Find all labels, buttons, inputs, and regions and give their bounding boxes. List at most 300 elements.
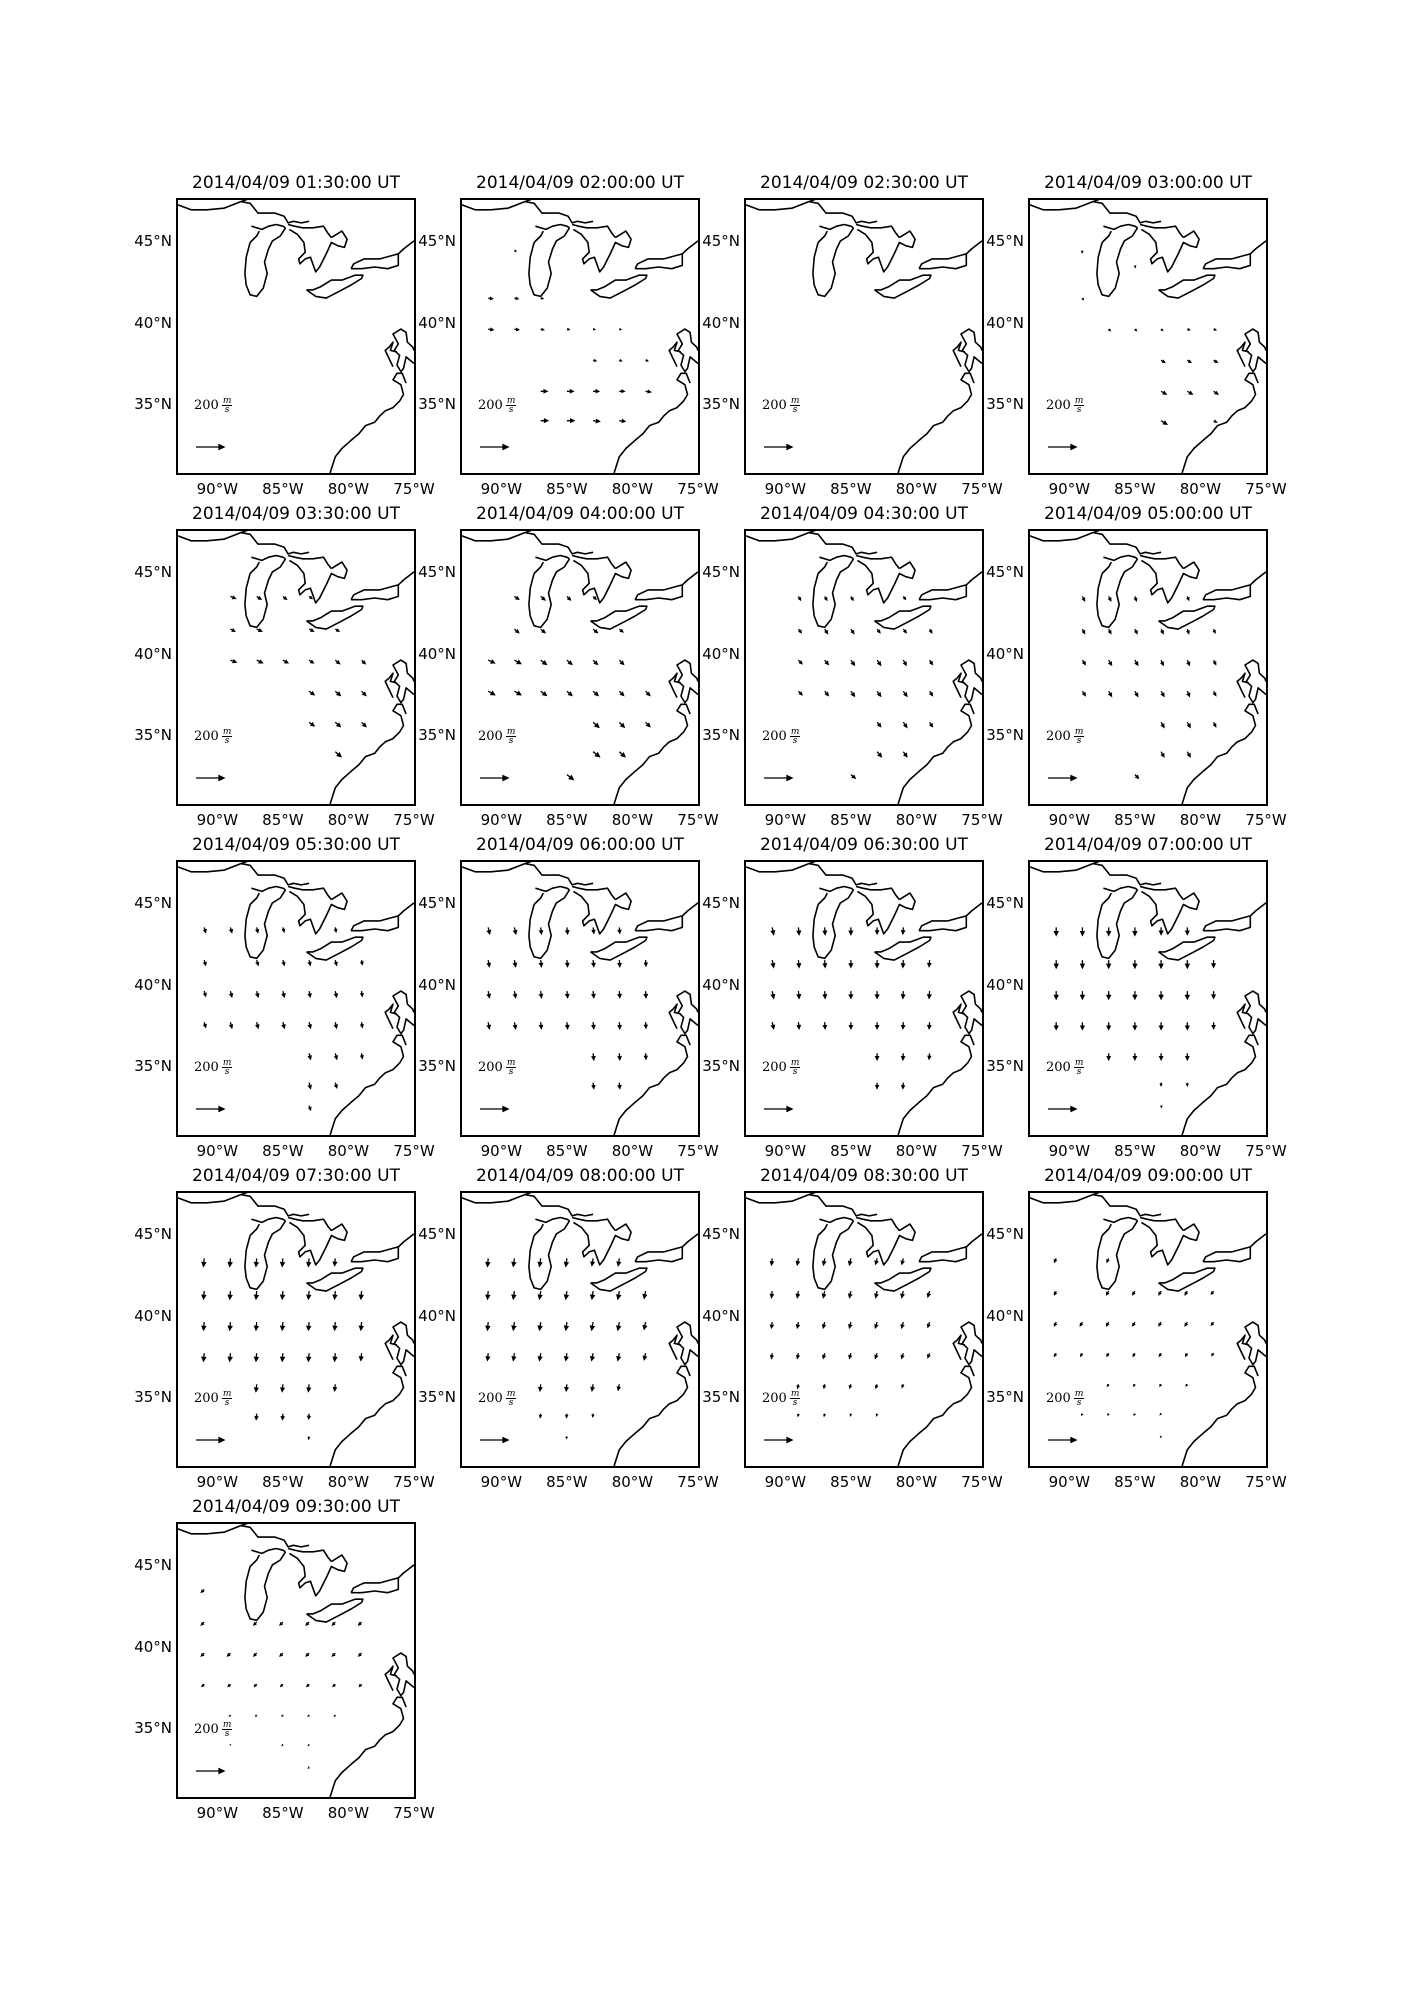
- wind-arrow: [540, 960, 543, 966]
- scale-value: 200: [1046, 398, 1071, 413]
- lon-tick-label: 75°W: [393, 480, 435, 498]
- wind-arrow: [335, 1083, 337, 1088]
- wind-arrow: [360, 1291, 363, 1299]
- wind-arrow: [796, 1258, 799, 1264]
- coastline: [875, 606, 931, 629]
- scale-key-arrow: [196, 1438, 224, 1443]
- coastline: [856, 1218, 899, 1231]
- coastline: [1103, 225, 1137, 230]
- wind-arrow: [825, 691, 829, 695]
- wind-arrow: [566, 991, 569, 997]
- lat-tick-label: 45°N: [134, 1555, 172, 1574]
- wind-arrow: [309, 629, 313, 631]
- scale-unit: [222, 397, 233, 414]
- wind-arrow: [798, 629, 801, 633]
- lat-tick-label: 45°N: [986, 562, 1024, 581]
- panel-title: 2014/04/09 04:30:00 UT: [760, 504, 968, 524]
- wind-arrow: [359, 1653, 362, 1656]
- coastline: [1182, 1366, 1258, 1466]
- coastline: [251, 1218, 285, 1223]
- coastline: [898, 704, 974, 804]
- lon-tick-label: 80°W: [895, 480, 938, 498]
- wind-arrow: [618, 1053, 621, 1059]
- wind-arrow: [849, 1322, 852, 1328]
- coastline: [818, 562, 827, 573]
- map-frame: [744, 198, 984, 475]
- wind-arrow: [1185, 1291, 1187, 1295]
- scale-unit-num: m: [222, 396, 232, 406]
- wind-arrow: [643, 1291, 646, 1298]
- lat-tick-label: 40°N: [702, 644, 740, 663]
- wind-arrow: [541, 691, 547, 695]
- scale-unit-den: s: [792, 1398, 798, 1408]
- coastline: [1102, 1224, 1111, 1235]
- scale-unit: [222, 1390, 233, 1407]
- wind-arrow: [204, 991, 206, 996]
- wind-arrow: [876, 927, 879, 933]
- wind-arrow: [257, 629, 262, 631]
- wind-arrow: [619, 629, 623, 632]
- lat-tick-label: 35°N: [702, 1388, 740, 1407]
- lon-tick-label: 80°W: [611, 480, 654, 498]
- coastline: [307, 1599, 363, 1622]
- wind-arrow: [1107, 1291, 1109, 1295]
- wind-arrow: [283, 927, 285, 931]
- scale-unit-den: s: [1076, 1398, 1082, 1408]
- panel-title: 2014/04/09 09:30:00 UT: [192, 1497, 400, 1517]
- lon-tick-label: 80°W: [327, 1804, 370, 1822]
- scale-unit-den: s: [224, 1729, 230, 1739]
- scale-unit: [506, 1059, 517, 1076]
- wind-arrow: [486, 1322, 489, 1330]
- scale-unit-den: s: [792, 405, 798, 415]
- wind-arrow: [797, 960, 800, 967]
- wind-arrow: [228, 1684, 230, 1686]
- map-canvas: [1030, 531, 1266, 804]
- lon-tick-label: 90°W: [196, 1142, 239, 1160]
- coastline: [525, 533, 593, 554]
- coastline: [819, 556, 853, 561]
- wind-arrow: [903, 596, 905, 599]
- wind-arrow: [514, 596, 518, 599]
- wind-arrow: [902, 1022, 905, 1028]
- wind-arrow: [541, 390, 547, 393]
- wind-arrow: [540, 1414, 542, 1418]
- map-frame: [176, 1522, 416, 1799]
- coastline: [813, 559, 854, 628]
- wind-arrow: [592, 1053, 595, 1059]
- wind-arrow: [851, 660, 855, 665]
- scale-value: 200: [762, 398, 787, 413]
- wind-arrow: [617, 1353, 620, 1360]
- lon-tick-label: 80°W: [327, 480, 370, 498]
- coastline: [953, 1004, 965, 1028]
- scale-unit-den: s: [224, 1398, 230, 1408]
- wind-arrow: [1212, 991, 1215, 998]
- lat-tick-label: 45°N: [134, 893, 172, 912]
- lon-tick-label: 80°W: [1179, 1142, 1222, 1160]
- map-panel: [128, 1497, 435, 1822]
- lon-tick-label: 90°W: [480, 480, 523, 498]
- wind-arrow: [281, 1384, 284, 1391]
- wind-arrow: [771, 1322, 774, 1328]
- coastline: [1103, 556, 1137, 561]
- coastline: [534, 1224, 543, 1235]
- coastline: [1102, 562, 1111, 573]
- wind-arrow: [1055, 1291, 1057, 1295]
- coastline: [1159, 275, 1215, 298]
- wind-arrow: [646, 722, 650, 726]
- wind-arrow: [566, 927, 569, 933]
- scale-unit-den: s: [508, 736, 514, 746]
- scale-unit-den: s: [792, 736, 798, 746]
- scale-unit-num: m: [506, 1389, 516, 1399]
- panel-title: 2014/04/09 09:00:00 UT: [1044, 1166, 1252, 1186]
- coastline: [288, 225, 331, 238]
- wind-arrow: [538, 1258, 541, 1266]
- scale-value: 200: [1046, 729, 1071, 744]
- scale-unit: [790, 1390, 801, 1407]
- lon-tick-label: 80°W: [327, 1473, 370, 1491]
- coastline: [1203, 254, 1250, 269]
- wind-arrow: [1214, 391, 1218, 394]
- lat-tick-label: 45°N: [986, 231, 1024, 250]
- lon-tick-label: 90°W: [196, 1804, 239, 1822]
- lon-tick-label: 90°W: [1048, 1473, 1091, 1491]
- wind-arrow: [593, 691, 598, 695]
- wind-arrow: [488, 1022, 491, 1028]
- wind-arrow: [1134, 1384, 1135, 1386]
- wind-arrow: [823, 1291, 826, 1297]
- wind-arrow: [798, 660, 802, 664]
- wind-arrow: [772, 927, 775, 934]
- wind-arrow: [1160, 1414, 1161, 1415]
- coastline: [919, 916, 966, 931]
- lat-tick-label: 35°N: [134, 726, 172, 745]
- wind-arrow: [772, 960, 775, 967]
- map-canvas: [178, 1524, 414, 1797]
- lon-tick-label: 85°W: [830, 480, 872, 498]
- wind-arrow: [335, 722, 340, 726]
- scale-key-arrow: [196, 445, 224, 450]
- panel-title: 2014/04/09 08:00:00 UT: [476, 1166, 684, 1186]
- wind-arrow: [1159, 1353, 1161, 1356]
- coastline: [1237, 673, 1249, 698]
- wind-arrow: [1133, 991, 1136, 999]
- wind-arrow: [307, 1353, 310, 1361]
- wind-arrow: [1133, 960, 1136, 968]
- coastline: [393, 1653, 414, 1696]
- lon-tick-label: 75°W: [677, 1142, 719, 1160]
- wind-arrow: [309, 991, 312, 997]
- wind-arrow: [335, 1053, 337, 1059]
- coastline: [813, 1221, 854, 1290]
- scale-value: 200: [194, 398, 219, 413]
- wind-arrow: [333, 1291, 336, 1299]
- panel-title: 2014/04/09 02:30:00 UT: [760, 173, 968, 193]
- coastline: [669, 1335, 681, 1360]
- scale-key-label: [1046, 1059, 1084, 1076]
- coastline: [898, 1035, 974, 1135]
- wind-arrow: [771, 1353, 773, 1358]
- wind-arrow: [309, 1083, 312, 1089]
- coastline: [535, 887, 569, 892]
- lon-tick-label: 80°W: [1179, 811, 1222, 829]
- wind-arrow: [541, 329, 544, 330]
- lat-tick-label: 40°N: [702, 313, 740, 332]
- lon-tick-label: 85°W: [546, 1142, 588, 1160]
- map-frame: [460, 198, 700, 475]
- map-panel: [412, 504, 719, 829]
- wind-arrow: [307, 1384, 310, 1391]
- wind-arrow: [591, 1291, 594, 1299]
- panel-title: 2014/04/09 06:00:00 UT: [476, 835, 684, 855]
- wind-arrow: [593, 752, 599, 757]
- coastline: [677, 1322, 698, 1365]
- wind-arrow: [1055, 1022, 1058, 1029]
- lon-tick-label: 90°W: [480, 1142, 523, 1160]
- scale-unit-num: m: [1074, 1058, 1084, 1068]
- scale-unit-num: m: [222, 1058, 232, 1068]
- wind-arrow: [903, 722, 907, 727]
- coastline: [591, 275, 647, 298]
- scale-unit: [790, 1059, 801, 1076]
- lat-tick-label: 35°N: [702, 1057, 740, 1076]
- coastline: [813, 228, 854, 297]
- coastline: [919, 1247, 966, 1262]
- lat-tick-label: 45°N: [418, 231, 456, 250]
- wind-arrow: [645, 960, 647, 966]
- wind-arrow: [307, 1258, 310, 1266]
- scale-unit-num: m: [1074, 727, 1084, 737]
- coastline: [1097, 228, 1138, 297]
- wind-arrow: [333, 1653, 336, 1656]
- lat-tick-label: 40°N: [986, 313, 1024, 332]
- wind-arrow: [359, 1622, 362, 1625]
- coastline: [289, 229, 347, 272]
- wind-arrow: [1161, 629, 1163, 633]
- wind-arrow: [1109, 596, 1111, 600]
- coastline: [819, 225, 853, 230]
- scale-value: 200: [478, 1391, 503, 1406]
- coastline: [1237, 342, 1249, 367]
- coastline: [289, 560, 347, 603]
- scale-unit-num: m: [506, 396, 516, 406]
- wind-arrow: [797, 927, 800, 934]
- wind-arrow: [335, 629, 339, 631]
- wind-arrow: [643, 1322, 646, 1329]
- wind-arrow: [1107, 1053, 1110, 1059]
- lon-tick-label: 85°W: [262, 1473, 304, 1491]
- wind-arrow: [333, 1622, 336, 1625]
- lat-tick-label: 35°N: [702, 395, 740, 414]
- map-panel: [980, 1166, 1287, 1491]
- lat-tick-label: 35°N: [986, 395, 1024, 414]
- scale-unit: [1074, 1390, 1085, 1407]
- scale-unit-num: m: [222, 727, 232, 737]
- coastline: [1102, 231, 1111, 242]
- wind-arrow: [538, 1291, 541, 1299]
- coastline: [1250, 572, 1266, 585]
- wind-arrow: [230, 596, 235, 598]
- wind-arrow: [591, 1384, 594, 1390]
- lon-tick-label: 80°W: [611, 1473, 654, 1491]
- coastline: [250, 893, 259, 904]
- map-frame: [1028, 860, 1268, 1137]
- coastline: [961, 329, 982, 372]
- wind-arrow: [1135, 629, 1137, 633]
- wind-arrow: [901, 1258, 904, 1264]
- wind-arrow: [824, 1022, 827, 1028]
- wind-arrow: [362, 691, 366, 695]
- wind-arrow: [308, 1437, 309, 1439]
- scale-key-arrow: [764, 1438, 792, 1443]
- wind-arrow: [228, 1291, 231, 1299]
- wind-arrow: [228, 1653, 231, 1656]
- wind-arrow: [1135, 265, 1136, 267]
- wind-arrow: [1133, 1353, 1135, 1356]
- coastline: [330, 373, 406, 473]
- wind-arrow: [1081, 1353, 1083, 1356]
- coastline: [1245, 660, 1266, 703]
- wind-arrow: [1161, 752, 1164, 757]
- wind-arrow: [646, 360, 648, 361]
- coastline: [245, 1221, 286, 1290]
- wind-arrow: [255, 1414, 258, 1420]
- wind-arrow: [902, 991, 905, 998]
- wind-arrow: [1082, 629, 1084, 633]
- wind-arrow: [823, 927, 826, 934]
- map-canvas: [1030, 1193, 1266, 1466]
- wind-arrow: [1187, 629, 1189, 633]
- wind-arrow: [1107, 991, 1110, 999]
- lon-tick-label: 85°W: [262, 480, 304, 498]
- wind-arrow: [797, 991, 800, 998]
- lat-tick-label: 45°N: [134, 562, 172, 581]
- wind-arrow: [1107, 1022, 1110, 1029]
- lon-tick-label: 75°W: [961, 811, 1003, 829]
- wind-arrow: [539, 1384, 542, 1390]
- wind-arrow: [488, 960, 491, 966]
- coastline: [351, 1578, 398, 1593]
- wind-arrow: [202, 1353, 205, 1361]
- coastline: [251, 556, 285, 561]
- wind-arrow: [851, 775, 855, 779]
- wind-arrow: [362, 722, 366, 726]
- scale-key-label: [194, 1721, 232, 1738]
- coastline: [809, 1195, 877, 1216]
- coastline: [178, 862, 250, 872]
- wind-arrow: [335, 752, 341, 757]
- wind-arrow: [825, 660, 829, 664]
- scale-value: 200: [194, 1722, 219, 1737]
- panel-title: 2014/04/09 06:30:00 UT: [760, 835, 968, 855]
- coastline: [875, 937, 931, 960]
- lat-tick-label: 40°N: [418, 1306, 456, 1325]
- lon-tick-label: 85°W: [1114, 480, 1156, 498]
- wind-arrow: [851, 691, 855, 696]
- wind-arrow: [307, 1322, 310, 1330]
- wind-arrow: [1187, 660, 1189, 665]
- wind-arrow: [230, 660, 236, 662]
- wind-arrow: [618, 960, 621, 966]
- wind-arrow: [1212, 1022, 1215, 1028]
- wind-arrow: [333, 1353, 336, 1361]
- coastline: [919, 585, 966, 600]
- wind-arrow: [514, 251, 515, 252]
- lon-tick-label: 75°W: [393, 811, 435, 829]
- coastline: [1097, 559, 1138, 628]
- lon-tick-label: 90°W: [196, 1473, 239, 1491]
- wind-arrow: [1108, 1384, 1109, 1386]
- lon-tick-label: 75°W: [677, 811, 719, 829]
- map-panel: [128, 1166, 435, 1491]
- wind-arrow: [849, 991, 852, 998]
- map-frame: [176, 1191, 416, 1468]
- wind-arrow: [1055, 1322, 1057, 1326]
- scale-key-label: [194, 1390, 232, 1407]
- wind-arrow: [1161, 421, 1167, 425]
- wind-arrow: [1082, 596, 1084, 600]
- wind-arrow: [565, 1384, 568, 1390]
- wind-arrow: [309, 596, 312, 598]
- wind-arrow: [618, 1083, 621, 1089]
- coastline: [1097, 1221, 1138, 1290]
- coastline: [535, 556, 569, 561]
- coastline: [1140, 1218, 1183, 1231]
- wind-arrow: [1214, 660, 1216, 664]
- coastline: [1237, 1004, 1249, 1028]
- wind-arrow: [876, 1053, 879, 1059]
- wind-arrow: [928, 1053, 931, 1059]
- coastline: [462, 862, 534, 872]
- wind-arrow: [592, 1083, 594, 1089]
- wind-arrow: [876, 1022, 879, 1028]
- wind-arrow: [1135, 691, 1138, 696]
- coastline: [1030, 1193, 1102, 1203]
- wind-arrow: [541, 596, 545, 600]
- lat-tick-label: 40°N: [986, 1306, 1024, 1325]
- coastline: [1093, 1195, 1161, 1216]
- wind-arrow: [202, 1684, 204, 1686]
- map-canvas: [746, 1193, 982, 1466]
- wind-arrow: [824, 1414, 825, 1416]
- wind-arrow: [201, 1653, 204, 1656]
- coastline: [462, 1193, 534, 1203]
- coastline: [857, 560, 915, 603]
- coastline: [393, 329, 414, 372]
- wind-arrow: [1160, 1022, 1163, 1029]
- wind-arrow: [849, 1353, 851, 1358]
- wind-arrow: [202, 1322, 205, 1330]
- panel-title: 2014/04/09 05:30:00 UT: [192, 835, 400, 855]
- scale-key-label: [762, 1059, 800, 1076]
- coastline: [330, 1366, 406, 1466]
- wind-arrow: [361, 991, 363, 996]
- wind-arrow: [928, 1322, 930, 1327]
- coastline: [809, 864, 877, 885]
- lat-tick-label: 40°N: [134, 975, 172, 994]
- scale-key-arrow: [196, 1107, 224, 1112]
- coastline: [534, 231, 543, 242]
- lon-tick-label: 85°W: [1114, 1142, 1156, 1160]
- coastline: [591, 606, 647, 629]
- wind-arrow: [902, 1384, 903, 1387]
- wind-arrow: [876, 1384, 878, 1388]
- coastline: [462, 531, 534, 541]
- panel-title: 2014/04/09 08:30:00 UT: [760, 1166, 968, 1186]
- wind-arrow: [335, 1715, 336, 1716]
